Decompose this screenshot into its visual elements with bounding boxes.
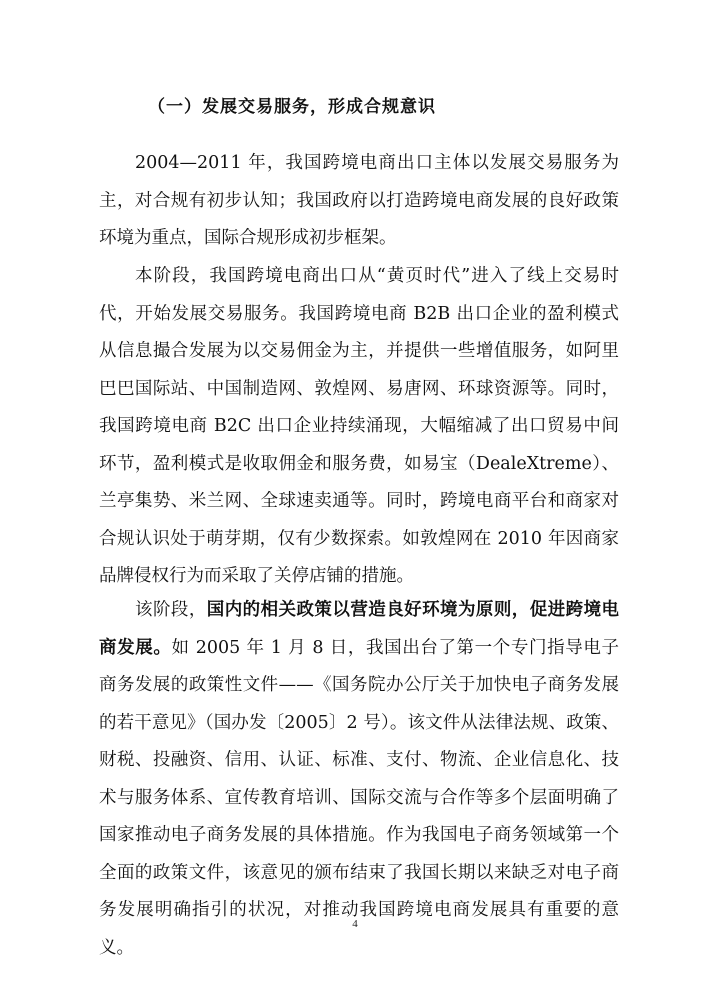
- paragraph-1: 2004—2011 年，我国跨境电商出口主体以发展交易服务为主，对合规有初步认知；我国政府以打造跨境电商发展的良好政策环境为重点，国际合规形成初步框架。: [99, 153, 619, 248]
- section-heading: （一）发展交易服务，形成合规意识: [148, 97, 436, 117]
- paragraph-3-rest: 如 2005 年 1 月 8 日，我国出台了第一个专门指导电子商务发展的政策性文件——《国务院办公厅关于加快电子商务发展的若干意见》（国办发〔2005〕2 号）。该文件从法律法规、政策、财税、投融资、信用、认证、标准、支付、物流、企业信息化、技术与服务体系、宣传教育培训、国际交流与合作等多个层面明确了国家推动电子商务发展的具体措施。作为我国电子商务领域第一个全面的政策文件，该意见的颁布结束了我国长期以来缺乏对电子商务发展明确指引的状况，对推动我国跨境电商发展具有重要的意义。: [99, 637, 620, 958]
- paragraph-3-bold-text: 国内的相关政策以营造良好环境为原则，促进跨境电商发展。: [99, 600, 620, 658]
- paragraph-3: [99, 592, 619, 967]
- page-number: 4: [352, 918, 358, 930]
- paragraph-2: 本阶段，我国跨境电商出口从“黄页时代”进入了线上交易时代，开始发展交易服务。我国跨境电商 B2B 出口企业的盈利模式从信息撮合发展为以交易佣金为主，并提供一些增值服务，如阿里巴巴国际站、中国制造网、敦煌网、易唐网、环球资源等。同时，我国跨境电商 B2C 出口企业持续涌现，大幅缩减了出口贸易中间环节，盈利模式是收取佣金和服务费，如易宝（DealeXtreme）、兰亭集势、米兰网、全球速卖通等。同时，跨境电商平台和商家对合规认识处于萌芽期，仅有少数探索。如敦煌网在 2010 年因商家品牌侵权行为而采取了关停店铺的措施。: [99, 266, 619, 586]
- paragraph-3-intro: 该阶段，: [135, 600, 207, 620]
